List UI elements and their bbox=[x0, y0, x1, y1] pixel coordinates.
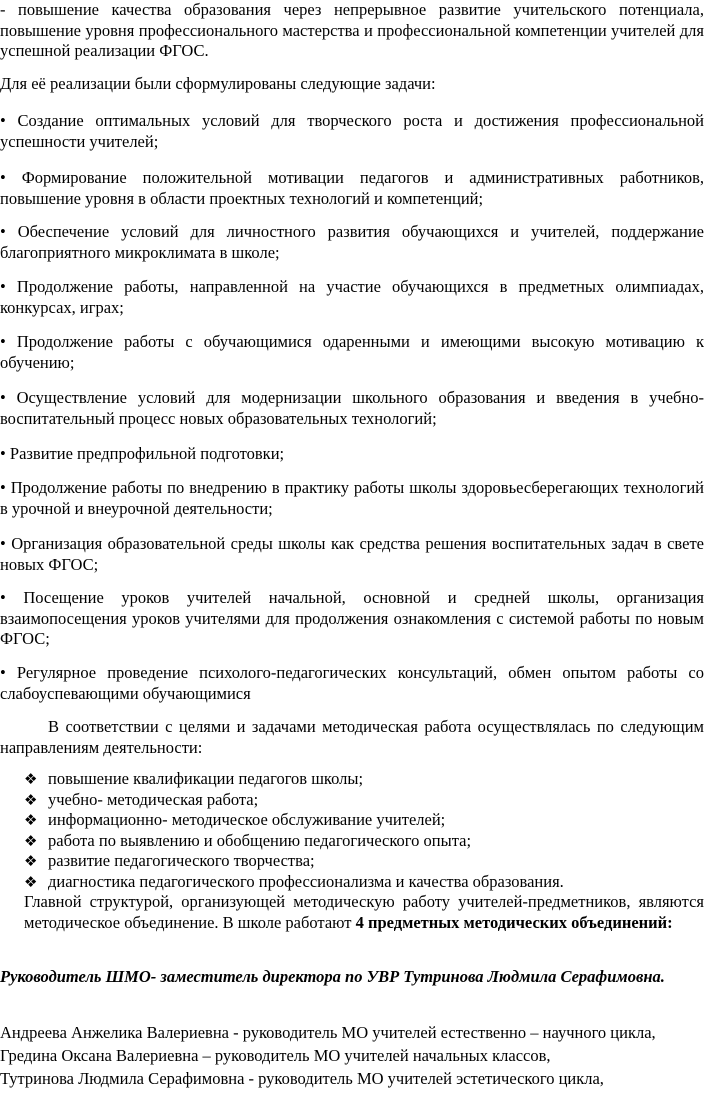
diamond-bullet-icon: ❖ bbox=[24, 770, 38, 788]
diamond-bullet-icon: ❖ bbox=[24, 811, 38, 829]
list-item: ❖ повышение квалификации педагогов школы; bbox=[24, 769, 364, 788]
mo-count-emphasis: 4 предметных методических объединений: bbox=[355, 912, 673, 932]
task-item: • Продолжение работы по внедрению в практику работы школы здоровьесберегающих технологий в урочной и внеурочной деятельности; bbox=[0, 478, 704, 518]
task-item: • Посещение уроков учителей начальной, основной и средней школы, организация взаимопосещения уроков учителями для продолжения ознакомления с системой работы по новым ФГОС; bbox=[0, 588, 704, 648]
list-item: ❖ работа по выявлению и обобщению педагогического опыта; bbox=[24, 830, 472, 850]
leader-line: Андреева Анжелика Валериевна - руководитель МО учителей естественно – научного цикла, bbox=[0, 1023, 656, 1042]
paragraph-structure: Главной структурой, организующей методическую работу учителей-предметников, являются методическое объединение. В школе работают 4 предметных методических объединений: bbox=[24, 892, 704, 932]
task-item: • Регулярное проведение психолого-педагогических консультаций, обмен опытом работы со слабоуспевающими обучающимися bbox=[0, 663, 704, 703]
task-item: • Организация образовательной среды школы как средства решения воспитательных задач в свете новых ФГОС; bbox=[0, 534, 704, 574]
paragraph-tasks-intro: Для её реализации были сформулированы следующие задачи: bbox=[0, 74, 436, 93]
list-item: ❖ развитие педагогического творчества; bbox=[24, 851, 315, 870]
task-item: • Продолжение работы с обучающимися одаренными и имеющими высокую мотивацию к обучению; bbox=[0, 332, 704, 372]
list-item: ❖ диагностика педагогического профессионализма и качества образования. bbox=[24, 871, 564, 891]
leader-line: Гредина Оксана Валериевна – руководитель МО учителей начальных классов, bbox=[0, 1046, 551, 1065]
diamond-bullet-icon: ❖ bbox=[24, 872, 38, 891]
paragraph-directions: В соответствии с целями и задачами методическая работа осуществлялась по следующим направлениям деятельности: bbox=[0, 717, 704, 757]
directions-list bbox=[0, 769, 704, 892]
diamond-bullet-icon: ❖ bbox=[24, 852, 38, 870]
task-item: • Продолжение работы, направленной на участие обучающихся в предметных олимпиадах, конкурсах, играх; bbox=[0, 277, 704, 317]
leader-line: Тутринова Людмила Серафимовна - руководитель МО учителей эстетического цикла, bbox=[0, 1069, 604, 1088]
diamond-bullet-icon: ❖ bbox=[24, 790, 38, 809]
list-item: ❖ учебно- методическая работа; bbox=[24, 789, 259, 809]
paragraph-goal: - повышение качества образования через непрерывное развитие учительского потенциала, повышение уровня профессионального мастерства и профессиональной компетенции учителей для успешной реализации ФГОС. bbox=[0, 0, 704, 60]
task-item: • Создание оптимальных условий для творческого роста и достижения профессиональной успешности учителей; bbox=[0, 111, 704, 151]
task-item: • Развитие предпрофильной подготовки; bbox=[0, 444, 285, 463]
diamond-bullet-icon: ❖ bbox=[24, 831, 38, 850]
task-item: • Обеспечение условий для личностного развития обучающихся и учителей, поддержание благоприятного микроклимата в школе; bbox=[0, 222, 704, 262]
shmo-head: Руководитель ШМО- заместитель директора по УВР Тутринова Людмила Серафимовна. bbox=[0, 967, 665, 986]
task-item: • Формирование положительной мотивации педагогов и административных работников, повышение уровня в области проектных технологий и компетенций; bbox=[0, 168, 704, 208]
list-item: ❖ информационно- методическое обслуживание учителей; bbox=[24, 810, 446, 829]
task-item: • Осуществление условий для модернизации школьного образования и введения в учебно-воспитательный процесс новых образовательных технологий; bbox=[0, 388, 704, 428]
